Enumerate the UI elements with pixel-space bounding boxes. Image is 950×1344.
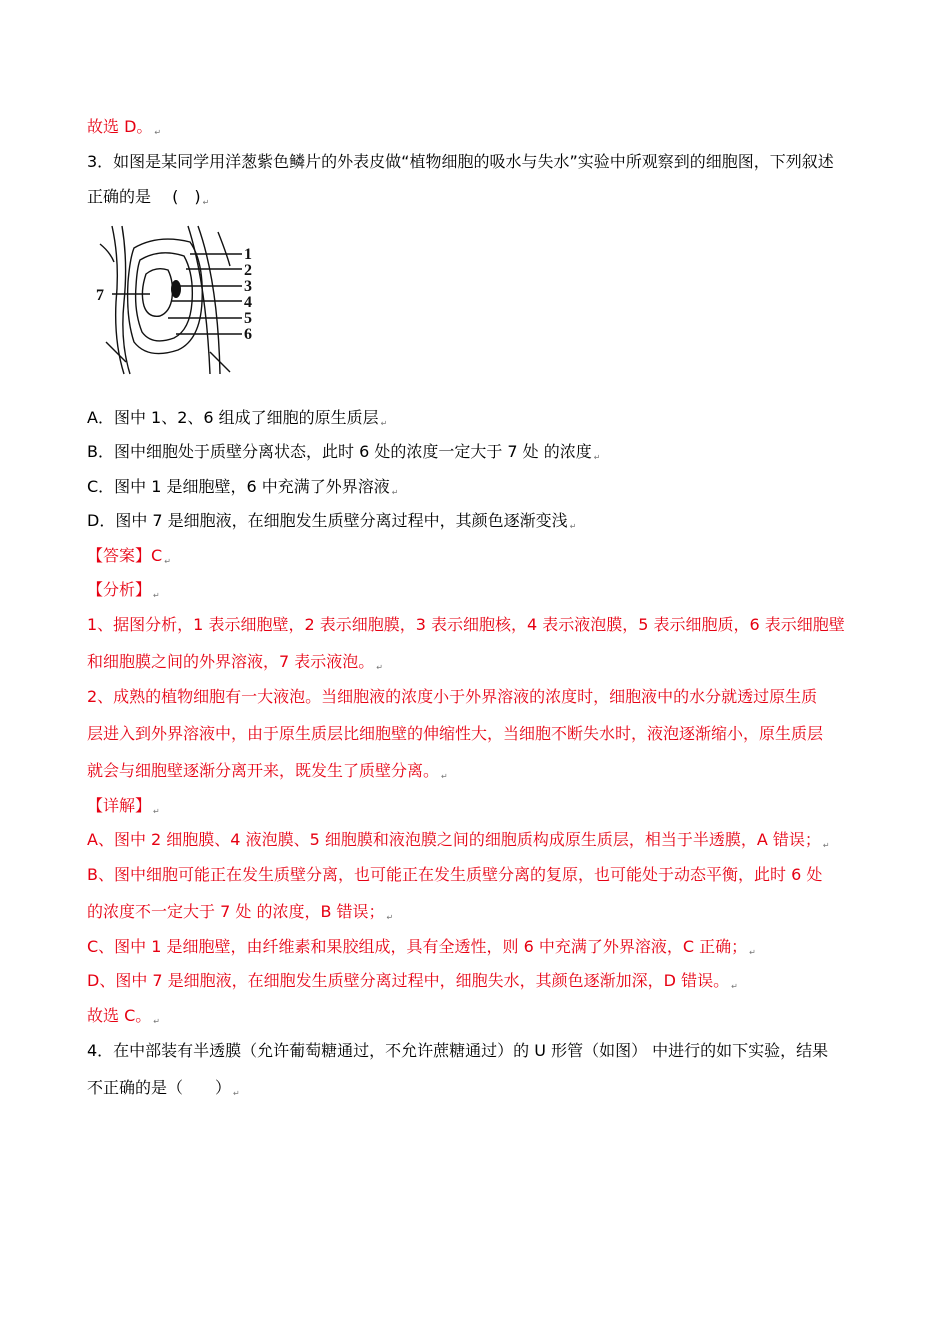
q3-option-d: D．图中 7 是细胞液，在细胞发生质壁分离过程中，其颜色逐渐变浅 ↵ (87, 511, 577, 531)
label-3: 3 (244, 278, 252, 295)
detail-heading: 【详解】 ↵ (87, 796, 160, 816)
label-7: 7 (96, 287, 104, 304)
q3-stem-line2: 正确的是 ( ) ↵ (87, 187, 210, 207)
detail-line-b1: B、图中细胞可能正在发生质壁分离，也可能正在发生质壁分离的复原，也可能处于动态平衡，此时 6 处 (87, 865, 823, 884)
detail-line-b2: 的浓度不一定大于 7 处 的浓度，B 错误； ↵ (87, 902, 394, 922)
analysis-heading: 【分析】 ↵ (87, 580, 160, 600)
analysis-line-1: 1、据图分析，1 表示细胞壁，2 表示细胞膜，3 表示细胞核，4 表示液泡膜，5 表示细胞质，6 表示细胞壁 (87, 615, 845, 634)
label-5: 5 (244, 310, 252, 327)
cell-wall-outline (112, 226, 124, 374)
answer-line: 【答案】C ↵ (87, 546, 171, 566)
q4-stem-line1: 4．在中部装有半透膜（允许葡萄糖通过，不允许蔗糖通过）的 U 形管（如图） 中进行的如下实验，结果 (87, 1041, 829, 1060)
nucleus (171, 280, 181, 298)
q3-option-c: C．图中 1 是细胞壁，6 中充满了外界溶液 ↵ (87, 477, 399, 497)
plant-cell-diagram (90, 222, 270, 380)
analysis-line-3: 2、成熟的植物细胞有一大液泡。当细胞液的浓度小于外界溶液的浓度时，细胞液中的水分就透过原生质 (87, 687, 818, 706)
label-2: 2 (244, 262, 252, 279)
q3-stem-line1: 3．如图是某同学用洋葱紫色鳞片的外表皮做“植物细胞的吸水与失水”实验中所观察到的细胞图，下列叙述 (87, 152, 834, 171)
label-4: 4 (244, 294, 252, 311)
protoplast-outline (136, 253, 193, 341)
q4-stem-line2: 不正确的是（ ） ↵ (87, 1078, 240, 1098)
detail-line-d: D、图中 7 是细胞液，在细胞发生质壁分离过程中，细胞失水，其颜色逐渐加深，D 错误。 ↵ (87, 971, 738, 991)
detail-line-c: C、图中 1 是细胞壁，由纤维素和果胶组成，具有全透性，则 6 中充满了外界溶液，C 正确； ↵ (87, 937, 756, 957)
vacuole-outline (142, 269, 172, 317)
label-1: 1 (244, 246, 252, 263)
analysis-line-2: 和细胞膜之间的外界溶液，7 表示液泡。 ↵ (87, 652, 383, 672)
detail-line-a: A、图中 2 细胞膜、4 液泡膜、5 细胞膜和液泡膜之间的细胞质构成原生质层，相当于半透膜，A 错误； ↵ (87, 830, 830, 850)
analysis-line-5: 就会与细胞壁逐渐分离开来，既发生了质壁分离。 ↵ (87, 761, 448, 781)
analysis-line-4: 层进入到外界溶液中，由于原生质层比细胞壁的伸缩性大，当细胞不断失水时，液泡逐渐缩小，原生质层 (87, 724, 824, 743)
q3-option-a: A．图中 1、2、6 组成了细胞的原生质层 ↵ (87, 408, 388, 428)
cell-membrane-outline (128, 239, 203, 353)
top-answer: 故选 D。 ↵ (87, 117, 162, 137)
q3-conclusion: 故选 C。 ↵ (87, 1006, 160, 1026)
q3-option-b: B．图中细胞处于质壁分离状态，此时 6 处的浓度一定大于 7 处 的浓度 ↵ (87, 442, 601, 462)
label-6: 6 (244, 326, 252, 343)
